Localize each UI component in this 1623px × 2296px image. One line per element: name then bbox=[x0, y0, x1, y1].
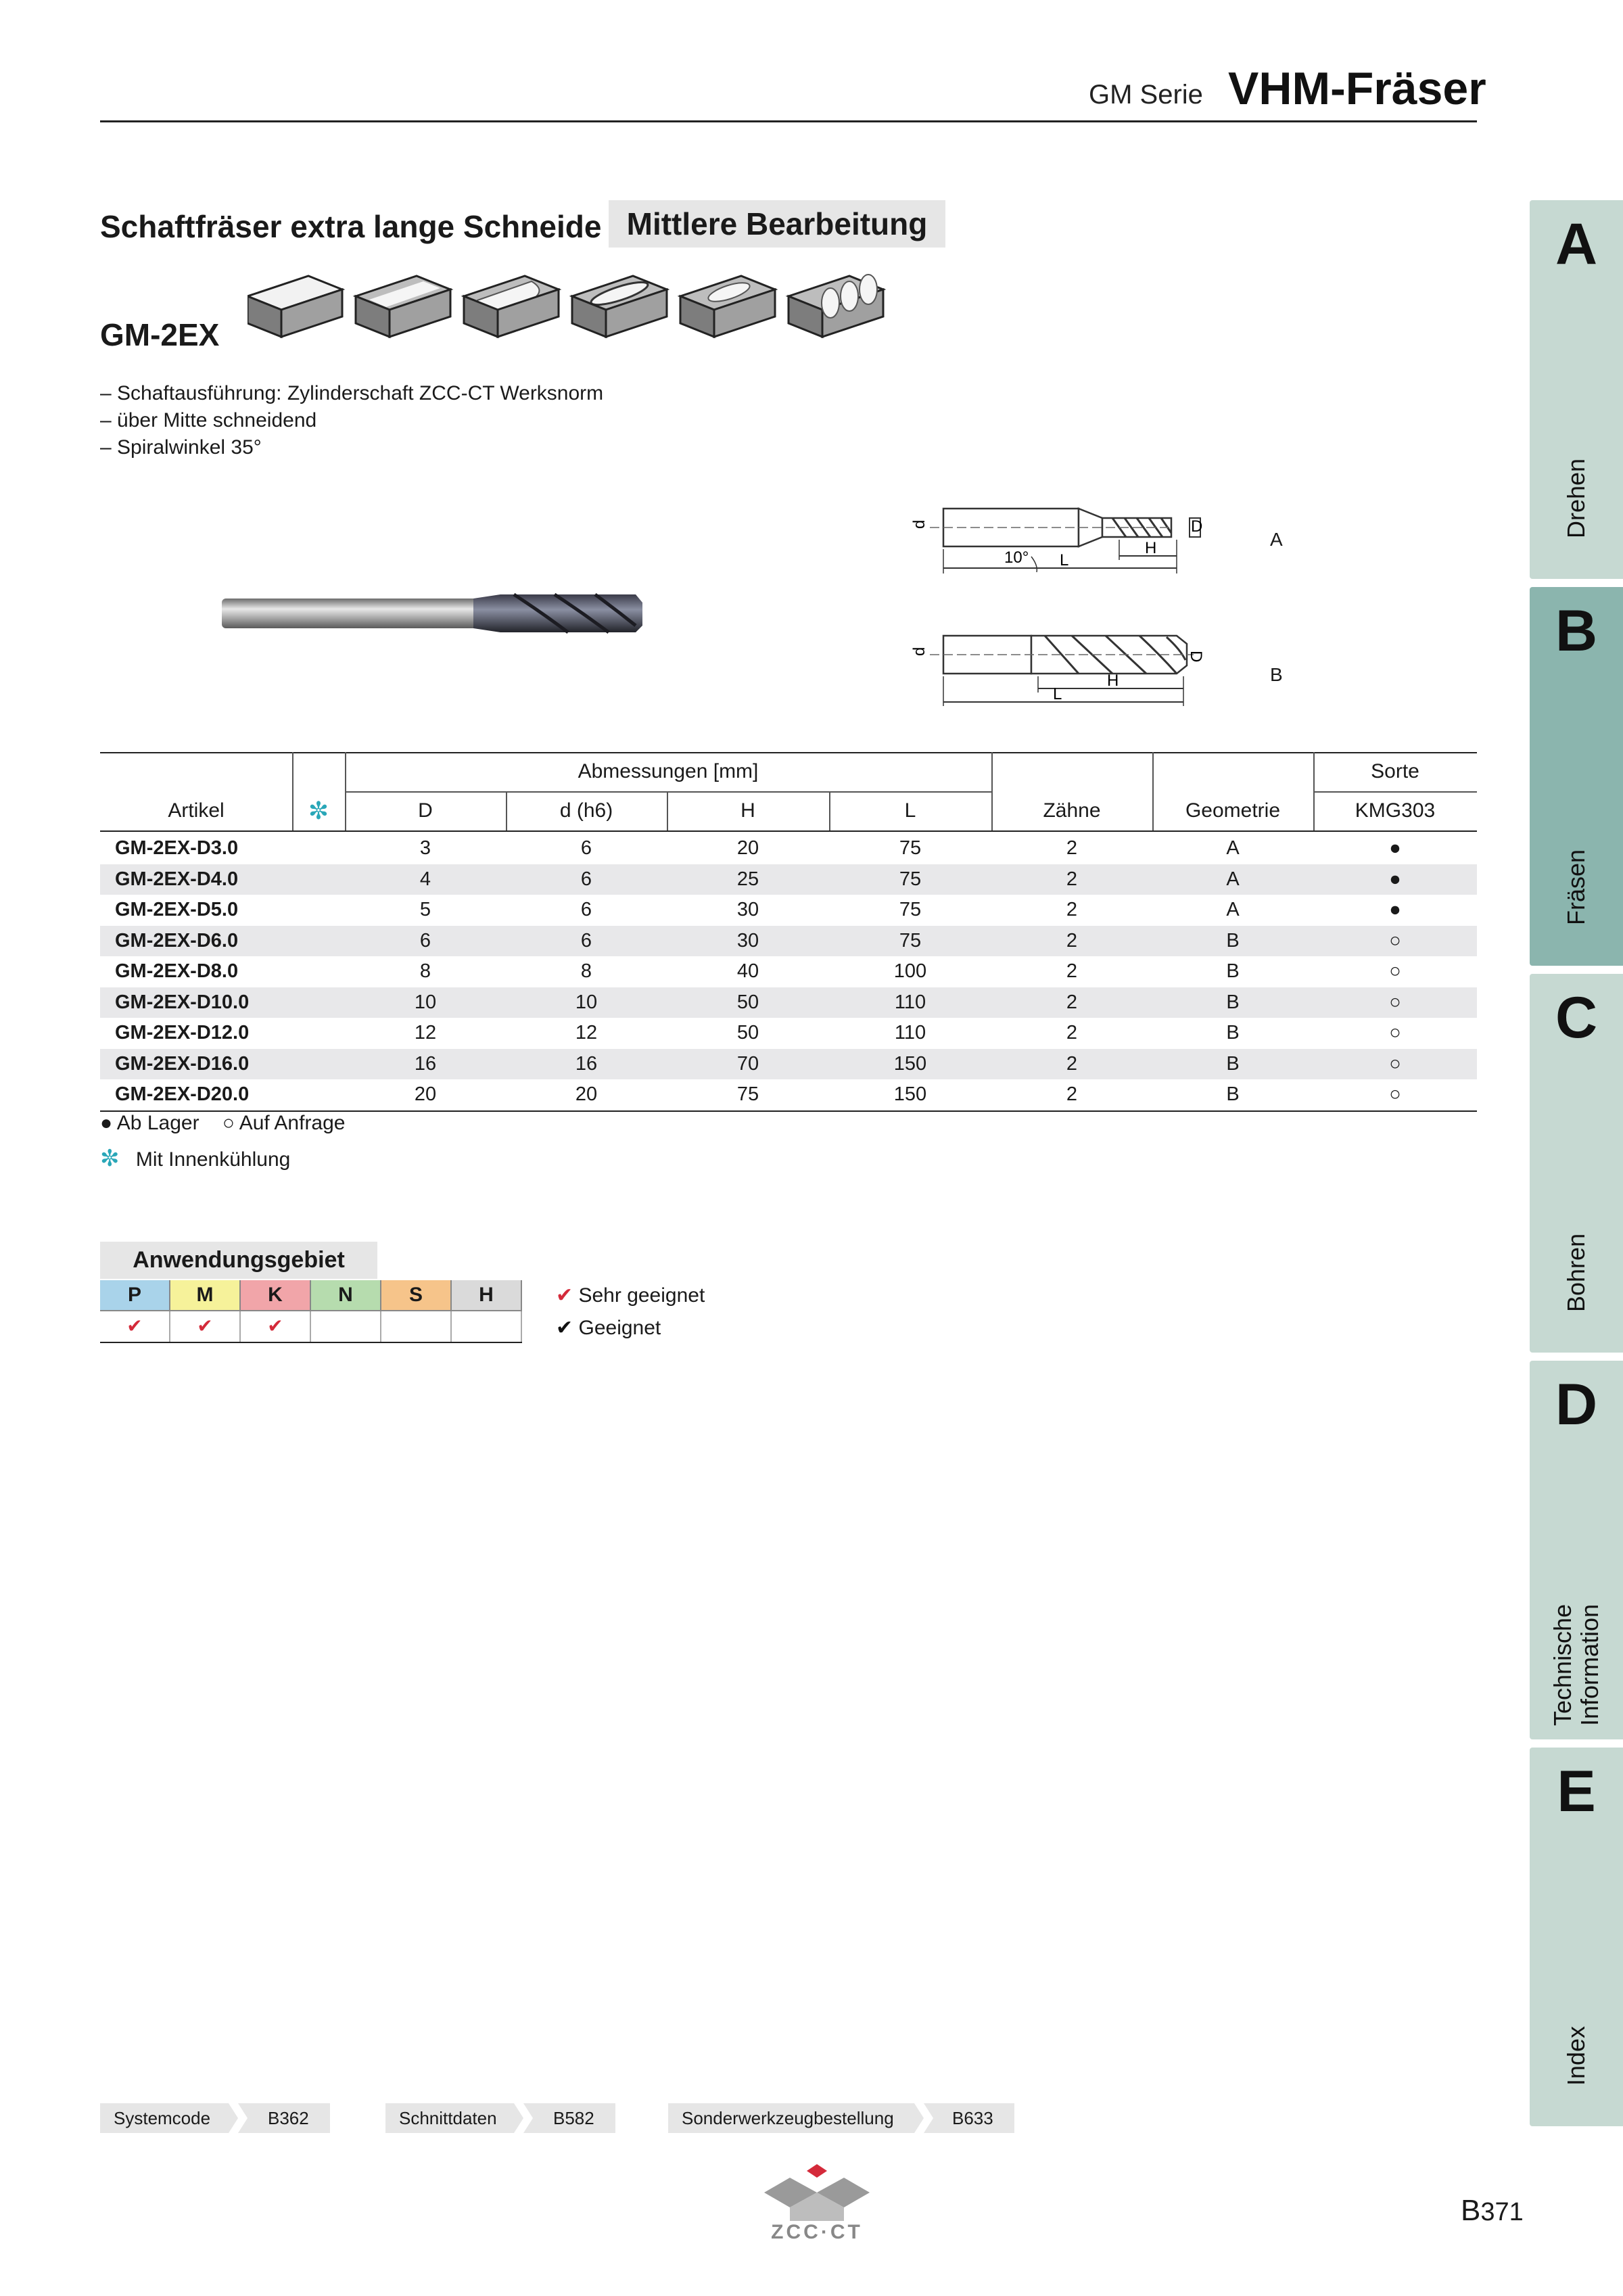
ref-systemcode[interactable] bbox=[100, 2103, 330, 2133]
cell-L: 75 bbox=[899, 929, 922, 952]
cell-H: 70 bbox=[736, 1052, 759, 1075]
col-d-h6: d (h6) bbox=[559, 799, 613, 822]
col-L: L bbox=[904, 799, 916, 822]
article-code: GM-2EX-D16.0 bbox=[115, 1052, 250, 1075]
article-code: GM-2EX-D12.0 bbox=[115, 1022, 250, 1044]
section-title: Schaftfräser extra lange Schneide bbox=[100, 209, 602, 244]
cell-D: 10 bbox=[414, 991, 437, 1013]
cell-d-h6: 10 bbox=[575, 991, 598, 1013]
cell-D: 12 bbox=[414, 1022, 437, 1044]
cell-availability: ○ bbox=[1389, 1022, 1401, 1044]
tab-label: Fräsen bbox=[1562, 849, 1590, 925]
zcc-ct-logo bbox=[763, 2163, 871, 2224]
tab-e-index[interactable] bbox=[1530, 1748, 1623, 2126]
cell-H: 30 bbox=[736, 929, 759, 952]
cell-d-h6: 12 bbox=[575, 1022, 598, 1044]
coolant-icon: ✼ bbox=[308, 797, 329, 824]
block-pocket-slot-icon bbox=[572, 276, 667, 337]
feature-item: – über Mitte schneidend bbox=[100, 409, 317, 431]
cell-geometry: B bbox=[1226, 1083, 1240, 1105]
diagram-b-H: H bbox=[1107, 672, 1119, 690]
dimensions-group-header: Abmessungen [mm] bbox=[578, 760, 759, 782]
article-code: GM-2EX-D5.0 bbox=[115, 899, 239, 920]
very-suitable-icon: ✔ bbox=[556, 1284, 573, 1307]
tab-c-bohren[interactable] bbox=[1530, 974, 1623, 1353]
cell-teeth: 2 bbox=[1066, 991, 1078, 1013]
header-rule bbox=[100, 120, 1477, 122]
suitable-legend bbox=[556, 1316, 661, 1340]
table-row bbox=[100, 895, 1477, 925]
tab-label: Drehen bbox=[1562, 458, 1590, 538]
stock-legend bbox=[100, 1112, 346, 1135]
article-code: GM-2EX-D3.0 bbox=[115, 837, 239, 859]
diagram-a-D: D bbox=[1191, 517, 1203, 536]
chevron-right-icon bbox=[511, 2103, 534, 2133]
cell-availability: ● bbox=[1389, 837, 1401, 859]
cell-D: 5 bbox=[419, 899, 431, 920]
cell-geometry: B bbox=[1226, 960, 1240, 982]
ref-name: Schnittdaten bbox=[399, 2108, 497, 2128]
tab-letter: E bbox=[1557, 1759, 1596, 1824]
cell-teeth: 2 bbox=[1066, 899, 1078, 920]
coolant-legend bbox=[100, 1145, 290, 1172]
tab-letter: C bbox=[1555, 985, 1598, 1050]
table-row bbox=[100, 956, 1477, 987]
tab-label-line: Information bbox=[1576, 1603, 1603, 1726]
feature-item: – Schaftausführung: Zylinderschaft ZCC-CT Werksnorm bbox=[100, 382, 604, 404]
page-prefix: B bbox=[1461, 2194, 1481, 2227]
diagram-a-d: d bbox=[910, 519, 928, 529]
tab-letter: D bbox=[1555, 1372, 1598, 1437]
table-row bbox=[100, 926, 1477, 956]
article-code: GM-2EX-D20.0 bbox=[115, 1083, 250, 1105]
coolant-legend-icon: ✼ bbox=[100, 1146, 120, 1171]
table-row bbox=[100, 864, 1477, 895]
cell-teeth: 2 bbox=[1066, 837, 1078, 859]
suitability-mark: ✔ bbox=[170, 1310, 241, 1342]
block-plunge-icon bbox=[789, 275, 883, 337]
cell-D: 16 bbox=[414, 1052, 437, 1075]
cell-availability: ○ bbox=[1389, 960, 1401, 982]
cell-d-h6: 20 bbox=[575, 1083, 598, 1105]
cell-teeth: 2 bbox=[1066, 960, 1078, 982]
cell-H: 50 bbox=[736, 991, 759, 1013]
cell-d-h6: 6 bbox=[580, 837, 592, 859]
cell-D: 4 bbox=[419, 868, 431, 890]
cell-L: 75 bbox=[899, 837, 922, 859]
cell-availability: ○ bbox=[1389, 929, 1401, 952]
cell-geometry: B bbox=[1226, 929, 1240, 952]
ref-code: B582 bbox=[553, 2108, 594, 2128]
suitability-mark: ✔ bbox=[100, 1310, 170, 1342]
cell-availability: ○ bbox=[1389, 1052, 1401, 1075]
cell-availability: ● bbox=[1389, 899, 1401, 920]
block-round-slot-icon bbox=[464, 276, 559, 337]
cell-teeth: 2 bbox=[1066, 868, 1078, 890]
tab-d-technische-information[interactable] bbox=[1530, 1361, 1623, 1739]
application-bottom-rule bbox=[100, 1342, 522, 1343]
feature-item: – Spiralwinkel 35° bbox=[100, 436, 262, 459]
very-suitable-label: Sehr geeignet bbox=[578, 1284, 705, 1307]
tab-letter: A bbox=[1555, 212, 1598, 277]
cell-L: 75 bbox=[899, 899, 922, 920]
cell-geometry: B bbox=[1226, 991, 1240, 1013]
cell-geometry: B bbox=[1226, 1022, 1240, 1044]
col-artikel: Artikel bbox=[168, 799, 225, 822]
chevron-right-icon bbox=[226, 2103, 249, 2133]
machining-tag: Mittlere Bearbeitung bbox=[609, 200, 945, 248]
cell-L: 150 bbox=[893, 1052, 927, 1075]
cell-geometry: B bbox=[1226, 1052, 1240, 1075]
material-group-k: K bbox=[241, 1280, 311, 1310]
cell-geometry: A bbox=[1226, 868, 1240, 890]
material-group-n: N bbox=[311, 1280, 381, 1310]
table-top-rule bbox=[100, 752, 1477, 753]
tool-diagram-a bbox=[910, 492, 1234, 580]
col-grade-kmg303: KMG303 bbox=[1355, 799, 1436, 822]
tab-letter: B bbox=[1555, 599, 1598, 663]
page-digits: 371 bbox=[1480, 2198, 1524, 2226]
suitability-mark: ✔ bbox=[241, 1310, 311, 1342]
article-code: GM-2EX-D8.0 bbox=[115, 960, 239, 982]
cell-D: 8 bbox=[419, 960, 431, 982]
diagram-a-label: A bbox=[1270, 529, 1283, 550]
material-group-m: M bbox=[170, 1280, 241, 1310]
table-row bbox=[100, 1049, 1477, 1079]
ref-code: B362 bbox=[268, 2108, 309, 2128]
cell-L: 110 bbox=[894, 1022, 926, 1044]
tab-label-line: Technische bbox=[1549, 1603, 1576, 1726]
block-shoulder-icon bbox=[248, 276, 342, 337]
ref-schnittdaten[interactable] bbox=[385, 2103, 615, 2133]
diagram-b-D: D bbox=[1187, 651, 1205, 663]
cell-availability: ○ bbox=[1389, 991, 1401, 1013]
block-slot-icon bbox=[356, 276, 450, 337]
cell-H: 40 bbox=[736, 960, 759, 982]
cell-availability: ○ bbox=[1389, 1083, 1401, 1105]
diagram-b-label: B bbox=[1270, 664, 1283, 685]
application-divider bbox=[100, 1310, 522, 1311]
cell-d-h6: 6 bbox=[580, 899, 592, 920]
cell-H: 50 bbox=[736, 1022, 759, 1044]
logo-text: ZCC·CT bbox=[771, 2221, 863, 2243]
cell-H: 30 bbox=[736, 899, 759, 920]
application-blocks-icons bbox=[248, 269, 890, 350]
col-geometrie: Geometrie bbox=[1185, 799, 1281, 822]
legend-in-stock: ● Ab Lager bbox=[100, 1112, 199, 1134]
model-name: GM-2EX bbox=[100, 317, 220, 352]
cell-geometry: A bbox=[1226, 899, 1240, 920]
cell-d-h6: 16 bbox=[575, 1052, 598, 1075]
col-H: H bbox=[740, 799, 755, 822]
ref-sonderwerkzeugbestellung[interactable] bbox=[668, 2103, 1014, 2133]
col-D: D bbox=[418, 799, 433, 822]
ref-name: Sonderwerkzeugbestellung bbox=[682, 2108, 894, 2128]
chevron-right-icon bbox=[912, 2103, 935, 2133]
suitability-mark bbox=[381, 1310, 452, 1342]
article-code: GM-2EX-D6.0 bbox=[115, 929, 239, 952]
suitable-label: Geeignet bbox=[578, 1317, 661, 1339]
header-title: VHM-Fräser bbox=[1228, 63, 1486, 114]
material-group-h: H bbox=[452, 1280, 522, 1310]
grade-group-header: Sorte bbox=[1371, 760, 1419, 782]
tool-diagram-b bbox=[910, 622, 1234, 710]
article-code: GM-2EX-D10.0 bbox=[115, 991, 250, 1013]
table-row bbox=[100, 1079, 1477, 1110]
application-title: Anwendungsgebiet bbox=[100, 1242, 377, 1279]
table-row bbox=[100, 987, 1477, 1018]
header-series: GM Serie bbox=[1089, 80, 1203, 110]
ref-name: Systemcode bbox=[114, 2108, 211, 2128]
tool-photo bbox=[216, 578, 649, 646]
tab-label bbox=[1549, 1604, 1603, 1726]
cell-availability: ● bbox=[1389, 868, 1401, 890]
cell-H: 25 bbox=[736, 868, 759, 890]
cell-d-h6: 6 bbox=[580, 929, 592, 952]
cell-L: 110 bbox=[894, 991, 926, 1013]
tab-label: Bohren bbox=[1562, 1233, 1590, 1312]
diagram-b-L: L bbox=[1053, 685, 1062, 703]
diagram-a-angle: 10° bbox=[1004, 548, 1029, 567]
cell-L: 100 bbox=[893, 960, 927, 982]
cell-H: 20 bbox=[736, 837, 759, 859]
cell-teeth: 2 bbox=[1066, 1083, 1078, 1105]
block-pocket-icon bbox=[680, 276, 775, 337]
cell-H: 75 bbox=[736, 1083, 759, 1105]
material-group-p: P bbox=[100, 1280, 170, 1310]
page-number bbox=[1461, 2194, 1524, 2228]
cell-d-h6: 8 bbox=[580, 960, 592, 982]
tab-label: Index bbox=[1562, 2025, 1590, 2086]
cell-teeth: 2 bbox=[1066, 929, 1078, 952]
very-suitable-legend bbox=[556, 1284, 705, 1307]
diagram-b-d: d bbox=[910, 647, 928, 656]
suitability-mark bbox=[311, 1310, 381, 1342]
cell-geometry: A bbox=[1226, 837, 1240, 859]
legend-on-request: ○ Auf Anfrage bbox=[222, 1112, 346, 1134]
diagram-a-L: L bbox=[1060, 551, 1069, 569]
cell-D: 20 bbox=[414, 1083, 437, 1105]
cell-L: 150 bbox=[893, 1083, 927, 1105]
cell-D: 6 bbox=[419, 929, 431, 952]
diagram-a-H: H bbox=[1145, 539, 1157, 557]
tab-b-fraesen[interactable] bbox=[1530, 587, 1623, 966]
cell-teeth: 2 bbox=[1066, 1052, 1078, 1075]
ref-code: B633 bbox=[952, 2108, 993, 2128]
cell-teeth: 2 bbox=[1066, 1022, 1078, 1044]
article-code: GM-2EX-D4.0 bbox=[115, 868, 239, 890]
material-group-s: S bbox=[381, 1280, 452, 1310]
feature-list bbox=[100, 380, 603, 461]
cell-d-h6: 6 bbox=[580, 868, 592, 890]
col-zaehne: Zähne bbox=[1043, 799, 1101, 822]
suitability-mark bbox=[452, 1310, 522, 1342]
table-row bbox=[100, 1018, 1477, 1048]
cell-L: 75 bbox=[899, 868, 922, 890]
cell-D: 3 bbox=[419, 837, 431, 859]
suitable-icon: ✔ bbox=[556, 1317, 573, 1339]
tab-a-drehen[interactable] bbox=[1530, 200, 1623, 579]
table-row bbox=[100, 833, 1477, 864]
legend-coolant: Mit Innenkühlung bbox=[135, 1148, 291, 1171]
